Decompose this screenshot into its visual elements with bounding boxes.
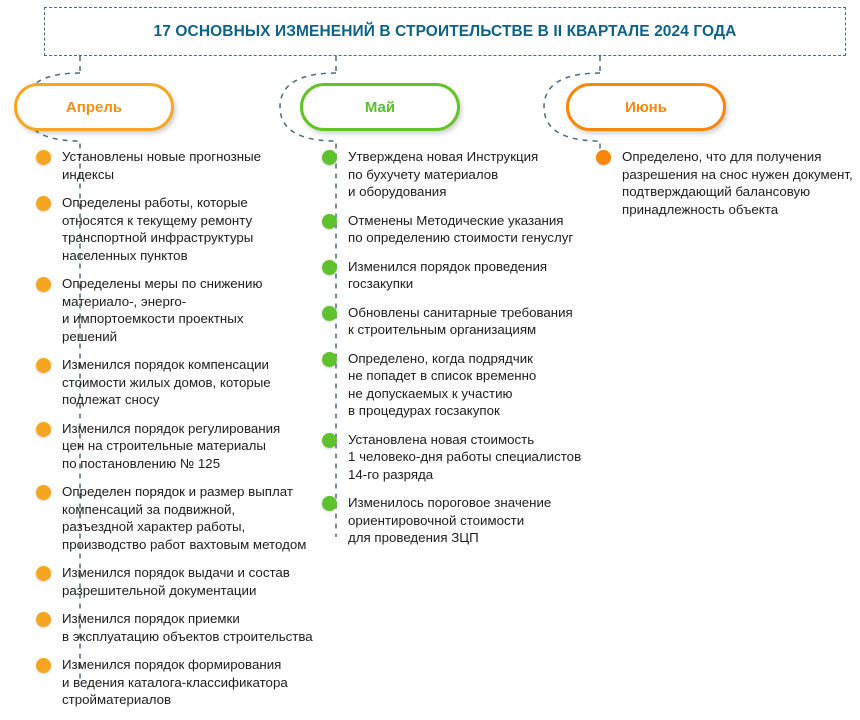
bullet-icon [36,566,51,581]
list-item [36,194,336,264]
list-item [322,258,602,293]
list-item-text: Определен порядок и размер выплат компенсаций за подвижной, разъездной характер работы, производство работ вахтовым методом [62,484,307,552]
bullet-icon [322,352,337,367]
list-item-text: Изменился порядок приемки в эксплуатацию объектов строительства [62,611,313,644]
list-item [36,656,336,709]
bullet-icon [322,496,337,511]
bullet-icon [36,422,51,437]
list-item [36,275,336,345]
list-item-text: Изменился порядок формирования и ведения каталога-классификатора стройматериалов [62,657,288,707]
month-pill-june-label: Июнь [625,98,667,116]
bullet-icon [322,433,337,448]
bullet-icon [322,306,337,321]
bullet-icon [36,150,51,165]
bullet-icon [322,214,337,229]
bullet-icon [36,358,51,373]
column-june [596,148,854,229]
list-item [322,304,602,339]
month-pill-april-label: Апрель [65,98,123,116]
list-item-text: Определено, когда подрядчик не попадет в список временно не допускаемых к участию в процедурах госзакупок [348,350,537,418]
title-box [44,7,846,56]
month-pill-may[interactable] [300,83,460,131]
bullet-icon [36,277,51,292]
list-item [36,148,336,183]
bullet-icon [36,612,51,627]
page-title: 17 ОСНОВНЫХ ИЗМЕНЕНИЙ В СТРОИТЕЛЬСТВЕ В II КВАРТАЛЕ 2024 ГОДА [153,22,737,40]
list-item-text: Определено, что для получения разрешения на снос нужен документ, подтверждающий балансовую принадлежность объекта [622,149,853,217]
list-item [322,148,602,201]
month-pill-may-label: Май [364,98,396,116]
list-item [322,212,602,247]
list-item [36,564,336,599]
list-item-text: Изменился порядок выдачи и состав разрешительной документации [62,565,290,598]
month-pill-april[interactable] [14,83,174,131]
list-item-text: Установлена новая стоимость 1 человеко-дня работы специалистов 14-го разряда [348,431,582,482]
list-item-text: Определены работы, которые относятся к текущему ремонту транспортной инфраструктуры населенных пунктов [62,195,254,263]
list-item-text: Изменился порядок компенсации стоимости жилых домов, которые подлежат сносу [62,357,271,407]
list-item [36,483,336,553]
bullet-icon [322,260,337,275]
bullet-icon [36,485,51,500]
list-item [322,350,602,420]
list-item-text: Изменилось пороговое значение ориентировочной стоимости для проведения ЗЦП [348,495,552,545]
list-item [36,420,336,473]
list-item-text: Определены меры по снижению материало-, энерго- и импортоемкости проектных решений [62,276,263,344]
bullet-icon [596,150,611,165]
column-april [36,148,336,720]
list-item [36,610,336,645]
list-item-text: Обновлены санитарные требования к строительным организациям [348,304,573,337]
list-item-text: Установлены новые прогнозные индексы [62,149,262,182]
list-item [36,356,336,409]
list-item-text: Изменился порядок регулирования цен на строительные материалы по постановлению № 125 [62,420,281,471]
bullet-icon [36,196,51,211]
list-item [322,494,602,547]
list-item-text: Изменился порядок проведения госзакупки [348,258,548,291]
list-item [596,148,854,218]
list-item-text: Отменены Методические указания по определению стоимости генуслуг [348,212,574,245]
month-pill-june[interactable] [566,83,726,131]
list-item-text: Утверждена новая Инструкция по бухучету материалов и оборудования [348,149,539,199]
bullet-icon [36,658,51,673]
bullet-icon [322,150,337,165]
column-may [322,148,602,558]
list-item [322,431,602,484]
